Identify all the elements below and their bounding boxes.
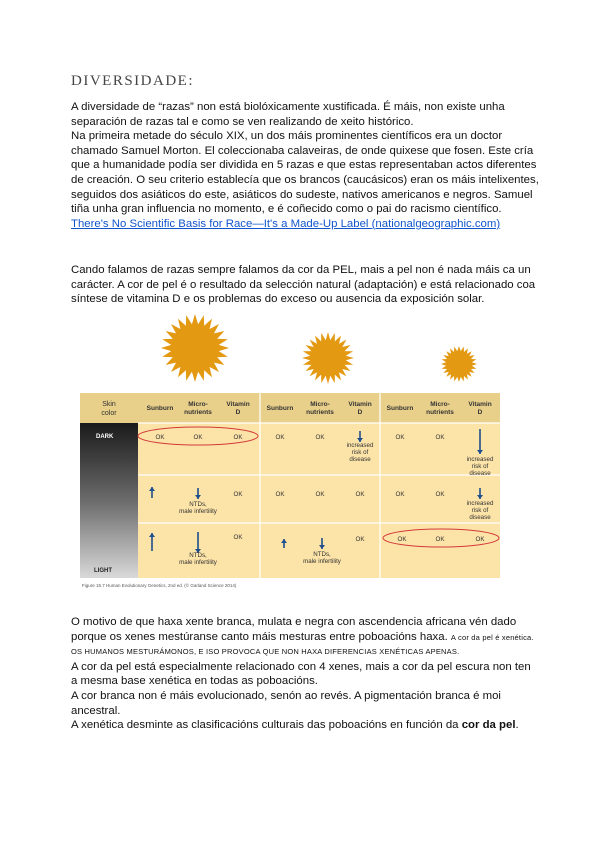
figure-caption: Figure 15.7 Human Evolutionary Genetics, 2nd ed. (© Garland Science 2014) [82,583,237,588]
ok-label: OK [315,434,325,441]
row-label-light: LIGHT [94,568,112,574]
intro-paragraph-2: Na primeira metade do século XIX, un dos máis prominentes científicos era un doctor chamado Samuel Morton. El coleccionaba calaveiras, de onde quixese que fosen. Este cría que a humanidade podía ser dividida en 5 razas e que estas representaban actos diferentes de creación. O seu criterio establecía que os brancos (caucásicos) eran os máis intelixentes, seguidos dos asiáticos do este, asiáticos do sudeste, nativos americanos e negros. Samuel tiña unha gran influencia no momento, e é coñecido como o pai do racismo científico. [71,130,539,216]
header-vitamin: Vitamin [348,401,372,408]
header-nutrients: nutrients [426,409,454,416]
ok-label: OK [395,491,405,498]
increased-risk-text: increased [346,442,374,449]
skin-gradient-column [80,423,138,578]
ok-label: OK [233,534,243,541]
page-heading: DIVERSIDADE: [71,73,194,89]
header-micro: Micro- [430,401,450,408]
increased-risk-text: disease [349,456,371,463]
header-micro: Micro- [310,401,330,408]
ntd-text: male infertility [303,558,341,565]
ok-label: OK [435,434,445,441]
increased-risk-text: risk of [471,463,489,470]
closing-section [71,615,539,733]
ok-label: OK [475,536,485,543]
ntd-text: male infertility [179,508,217,515]
ok-label: OK [395,434,405,441]
intro-paragraph-1: A diversidade de “razas” non está biolóxicamente xustificada. É máis, non existe unha separación de razas tal e como se ven realizando de xeito histórico. [71,101,505,128]
header-vitamin: Vitamin [226,401,250,408]
header-sunburn: Sunburn [146,405,174,412]
ok-label: OK [355,491,365,498]
ntd-text: NTDs, [189,501,207,508]
skin-header-1: Skin [102,401,116,408]
closing-paragraph-2: A cor da pel está especialmente relacionado con 4 xenes, mais a cor da pel escura non ten a mesma base xenética en todas as poboacións. [71,660,531,688]
header-micro: Micro- [188,401,208,408]
skin-section [71,263,539,307]
ok-label: OK [315,491,325,498]
header-sunburn: Sunburn [266,405,294,412]
closing-skin-colour-emphasis: cor da pel [461,719,516,732]
intro-section [71,100,539,231]
closing-caps-note: OS HUMANOS MESTURÁMONOS, E ISO PROVOCA QUE NON HAXA DIFERENCIAS XENÉTICAS APENAS. [71,647,460,657]
header-vitamin-d: D [477,409,483,416]
increased-risk-text: increased [466,500,494,507]
sun-icon [441,346,477,382]
header-vitamin-d: D [357,409,363,416]
closing-paragraph-3: A cor branca non é máis evolucionado, senón ao revés. A pigmentación branca é moi ancestral. [71,689,501,717]
ntd-text: NTDs, [313,551,331,558]
ok-label: OK [155,434,165,441]
ok-label: OK [275,434,285,441]
ok-label: OK [435,536,445,543]
closing-period: . [515,719,519,732]
ntd-text: NTDs, [189,552,207,559]
ok-label: OK [355,536,365,543]
sun-icon [161,314,229,382]
skin-paragraph: Cando falamos de razas sempre falamos da cor da PEL, mais a pel non é nada máis ca un carácter. A cor de pel é o resultado da selección natural (adaptación) e está relacionado coa síntese de vitamina D e os problemas do exceso ou ausencia da exposición solar. [71,264,536,306]
increased-risk-text: risk of [471,507,489,514]
ok-label: OK [193,434,203,441]
row-label-dark: DARK [96,434,114,440]
closing-genetic-note: A cor da pel é xenética. [450,632,534,642]
closing-paragraph-1: O motivo de que haxa xente branca, mulata e negra con ascendencia africana vén dado porque os xenes mestúranse canto máis mesturas entre poboacións haxa. [71,616,517,643]
increased-risk-text: increased [466,456,494,463]
increased-risk-text: disease [469,514,491,521]
skin-header-2: color [101,410,117,417]
closing-paragraph-4: A xenética desminte as clasificacións culturais das poboacións en función da [71,719,459,732]
header-nutrients: nutrients [184,409,212,416]
ok-label: OK [233,491,243,498]
national-geographic-link[interactable]: There's No Scientific Basis for Race—It's a Made-Up Label (nationalgeographic.com) [71,217,501,230]
ntd-text: male infertility [179,559,217,566]
increased-risk-text: disease [469,470,491,477]
skin-color-figure [70,308,534,588]
ok-label: OK [233,434,243,441]
header-nutrients: nutrients [306,409,334,416]
header-vitamin: Vitamin [468,401,492,408]
header-vitamin-d: D [235,409,241,416]
ok-label: OK [435,491,445,498]
ok-label: OK [275,491,285,498]
sun-icon [302,332,354,384]
ok-label: OK [397,536,407,543]
increased-risk-text: risk of [351,449,369,456]
header-sunburn: Sunburn [386,405,414,412]
